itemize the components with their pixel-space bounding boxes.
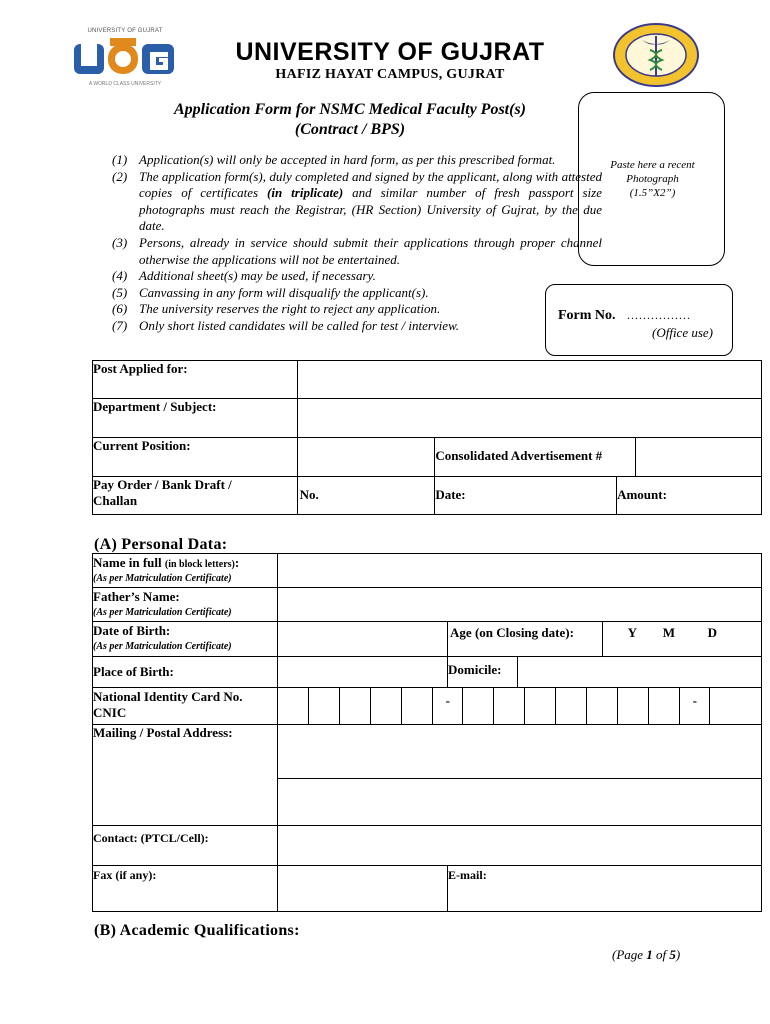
instruction-number: (1) [112,152,128,167]
dob-text: Date of Birth: [93,623,171,638]
table-row [93,725,762,826]
department-field[interactable] [297,399,761,438]
mailing-address-line[interactable] [278,725,761,779]
cnic-digit-box[interactable] [525,688,556,724]
photo-instructions [590,158,715,200]
cnic-digit-box[interactable] [371,688,402,724]
cnic-digit-box[interactable] [340,688,371,724]
father-name-text: Father’s Name: [93,589,180,604]
matric-note: (As per Matriculation Certificate) [93,607,232,618]
name-label-sub: (in block letters) [164,559,235,570]
contact-field[interactable] [278,826,762,866]
photo-line2: Photograph [626,173,679,185]
post-applied-label: Post Applied for: [93,361,298,399]
table-row [93,688,762,725]
name-label-colon: : [234,555,240,570]
fax-label: Fax (if any): [93,866,278,912]
cnic-label-line1: National Identity Card No. [93,689,243,704]
instruction-text: Only short listed candidates will be called for test / interview. [139,317,460,333]
cnic-digit-box[interactable] [278,688,309,724]
form-number-field[interactable]: ................ [627,308,691,322]
age-label: Age (on Closing date): [448,622,603,656]
name-label [93,554,278,588]
department-label: Department / Subject: [93,399,298,438]
instruction-text-part: The application form(s), duly completed and signed by the applicant, along with attested copies of certificates [139,168,602,201]
office-use-note: (Office use) [652,325,714,340]
table-row [93,622,762,657]
pay-order-no-field[interactable]: No. [297,477,435,515]
consolidated-ad-label: Consolidated Advertisement # [435,438,636,476]
domicile-label: Domicile: [448,657,518,688]
page-prefix: (Page [612,947,647,962]
matric-note: (As per Matriculation Certificate) [93,641,232,652]
age-ymd[interactable] [603,622,761,656]
table-row [93,361,762,399]
instruction-item [112,301,602,318]
mailing-address-line[interactable] [278,779,761,825]
table-row [93,399,762,438]
instruction-item [112,268,602,285]
page-total: 5 [669,947,676,962]
instruction-text-part: and similar number of fresh passport size photographs must reach the Registrar, (HR Section) University of Gujrat, by the due date. [139,185,602,234]
table-row [93,826,762,866]
table-row [93,438,762,477]
cnic-field[interactable] [278,688,762,725]
pay-order-date-field[interactable]: Date: [435,477,617,515]
age-years: Y [627,625,638,640]
instructions-list [112,152,602,335]
instruction-emphasis: (in triplicate) [267,185,344,201]
cnic-digit-box[interactable] [309,688,340,724]
cnic-digit-box[interactable] [618,688,649,724]
instruction-number: (2) [112,168,128,184]
table-row [93,657,762,688]
instruction-number: (4) [112,268,128,284]
nsmc-seal-icon [612,22,700,88]
personal-data-heading: (A) Personal Data: [94,536,228,553]
logo-top-text: UNIVERSITY OF GUJRAT [87,28,163,34]
name-label-text: Name in full [93,555,162,570]
matric-note: (As per Matriculation Certificate) [93,573,232,584]
consolidated-ad-field[interactable] [636,438,761,476]
instruction-item [112,152,602,169]
form-number-label: Form No. [558,308,616,323]
page-of: of [652,947,670,962]
age-days: D [707,625,718,640]
dob-field[interactable] [278,622,448,657]
academic-heading: (B) Academic Qualifications: [94,922,300,939]
page-current: 1 [646,947,653,962]
age-cell [448,622,762,657]
instruction-number: (7) [112,317,128,333]
pay-order-line1: Pay Order / Bank Draft / [93,477,232,492]
father-name-field[interactable] [278,588,762,622]
instruction-item [112,169,602,235]
form-title-line1: Application Form for NSMC Medical Faculty Post(s) [173,101,526,118]
place-of-birth-label: Place of Birth: [93,657,278,688]
cnic-digit-box[interactable] [710,688,761,724]
personal-data-table [92,553,762,912]
form-title [130,100,570,140]
instruction-text: Application(s) will only be accepted in hard form, as per this prescribed format. [139,152,556,167]
pay-order-amount-field[interactable]: Amount: [617,477,762,515]
university-name: UNIVERSITY OF GUJRAT [235,38,545,66]
dob-label [93,622,278,657]
pay-order-line2: Challan [93,493,138,508]
instruction-number: (5) [112,284,128,300]
cnic-digit-box[interactable] [556,688,587,724]
instruction-text: Canvassing in any form will disqualify the applicant(s). [139,284,429,300]
current-position-field[interactable] [297,438,435,477]
post-details-table [92,360,762,515]
cnic-label [93,688,278,725]
post-applied-field[interactable] [297,361,761,399]
name-field[interactable] [278,554,762,588]
consolidated-ad-cell [435,438,762,477]
table-row [93,588,762,622]
email-field[interactable]: E-mail: [448,866,762,912]
age-months: M [662,625,676,640]
instruction-text: Persons, already in service should submit their applications through proper channel otherwise the applications will not be entertained. [139,234,602,267]
instruction-number: (3) [112,234,128,250]
cnic-digit-box[interactable] [494,688,525,724]
cnic-digit-box[interactable] [402,688,433,724]
instruction-text: The university reserves the right to reject any application. [139,301,441,317]
place-of-birth-field[interactable] [278,657,448,688]
campus-name: HAFIZ HAYAT CAMPUS, GUJRAT [275,67,505,82]
uog-emblem-icon [72,36,178,80]
pay-order-label [93,477,298,515]
cnic-digit-box[interactable] [463,688,494,724]
cnic-digit-box[interactable] [587,688,618,724]
fax-field[interactable] [278,866,448,912]
table-row [93,866,762,912]
father-name-label [93,588,278,622]
table-row [93,554,762,588]
current-position-label: Current Position: [93,438,298,477]
cnic-label-line2: CNIC [93,705,127,720]
instruction-text: Additional sheet(s) may be used, if necessary. [139,268,376,284]
instruction-text [139,169,602,235]
domicile-field[interactable] [518,657,762,688]
instruction-number: (6) [112,301,128,317]
photo-line3: (1.5”X2”) [629,187,676,199]
page-number [612,947,680,963]
cnic-dash: - [680,688,710,724]
logo-tagline: A WORLD CLASS UNIVERSITY [88,81,162,87]
cnic-dash: - [433,688,463,724]
page-suffix: ) [675,947,681,962]
mailing-address-label: Mailing / Postal Address: [93,725,278,826]
photo-line1: Paste here a recent [610,159,695,171]
instruction-item [112,285,602,302]
form-title-line2: (Contract / BPS) [294,121,406,138]
instruction-item [112,318,602,335]
table-row [93,477,762,515]
mailing-address-field[interactable] [278,725,762,826]
contact-label: Contact: (PTCL/Cell): [93,826,278,866]
instruction-item [112,235,602,268]
uog-logo [72,28,178,88]
cnic-digit-box[interactable] [649,688,680,724]
